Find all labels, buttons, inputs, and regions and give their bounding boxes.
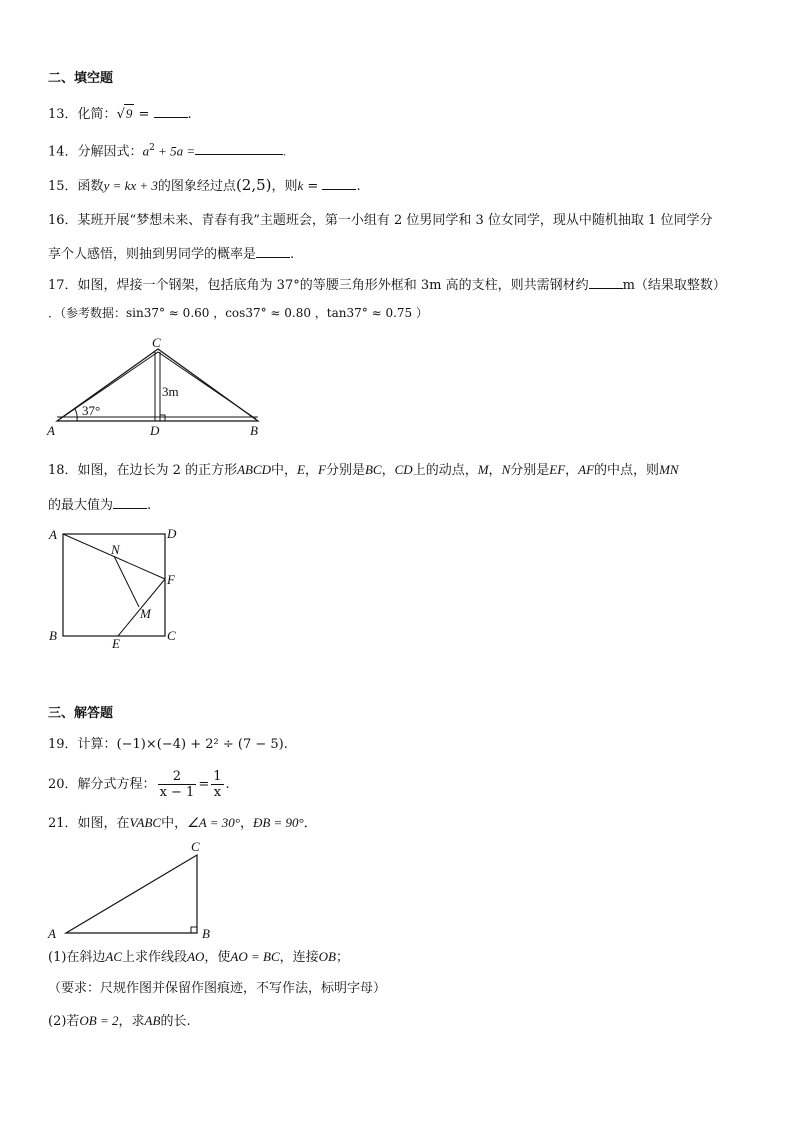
q15-number: 15． [48, 179, 78, 194]
section-fill-title: 二、填空题 [48, 71, 114, 86]
vertex-c-label: C [152, 335, 161, 350]
question-18-line1 [48, 461, 679, 480]
vertex-a-label: A [49, 527, 57, 542]
right-angle-mark [191, 927, 197, 933]
vertex-b-label: B [202, 926, 210, 941]
q18-seg-mn: MN [659, 462, 679, 477]
q15-equals: = [303, 179, 323, 194]
p1-text-a: (1)在斜边 [48, 950, 106, 965]
q18-point-m: M [477, 462, 489, 477]
q19-number: 19． [48, 737, 78, 752]
section-solve-title: 三、解答题 [48, 706, 114, 721]
q21-part1 [48, 948, 349, 967]
q21-triangle: VABC [129, 815, 162, 830]
question-15 [48, 175, 361, 196]
q18-seg-ef: EF [549, 462, 566, 477]
q14-expr: + 5a = [154, 143, 196, 159]
q18-point-f: F [318, 462, 326, 477]
p2-text-b: ，求 [118, 1014, 145, 1029]
question-18-line2 [48, 494, 151, 515]
q18-point-n: N [501, 462, 511, 477]
numerator: 2 [158, 769, 197, 785]
angle-label: 37° [82, 403, 101, 418]
answer-blank[interactable] [322, 175, 356, 190]
q21-sep: ， [239, 816, 253, 831]
q18-side-bc: BC [364, 462, 382, 477]
p1-text-b: 上求作线段 [122, 950, 188, 965]
q18-text-f: 上的动点， [412, 463, 478, 478]
denominator: x − 1 [159, 785, 195, 800]
point-n-label: N [111, 542, 120, 557]
q14-exponent: 2 [149, 143, 155, 153]
q19-expression: (−1)×(−4) + 2² ÷ (7 − 5) [116, 737, 284, 752]
q19-end: . [283, 737, 288, 752]
q17-unit: m（结果取整数） [622, 278, 726, 293]
q17-text: 17．如图，焊接一个钢架，包括底角为 37°的等腰三角形外框和 3m 高的支柱，则共需钢材约 [48, 278, 589, 293]
q21-end: ． [303, 816, 317, 831]
q18-sep: ， [381, 463, 395, 478]
question-13 [48, 103, 192, 124]
q18-sep: ， [305, 463, 319, 478]
q20-text: 解分式方程： [77, 777, 156, 792]
question-16-line2 [48, 243, 294, 264]
q19-text: 计算： [77, 737, 117, 752]
sqrt-symbol: √ [116, 107, 125, 122]
question-14 [48, 139, 286, 162]
q18-sep: ， [488, 463, 502, 478]
q15-k: k [297, 178, 304, 193]
q15-text3: ，则 [271, 179, 298, 194]
q21-part2 [48, 1012, 191, 1031]
q18-square: ABCD [237, 462, 272, 477]
q14-end: . [283, 147, 287, 159]
question-16-line1: 16．某班开展“梦想未来、青春有我”主题班会，第一小组有 2 位男同学和 3 位女同学，现从中随机抽取 1 位同学分 [48, 213, 713, 228]
q14-number: 14． [48, 144, 78, 160]
question-20 [48, 766, 230, 804]
vertex-d-label: D [167, 526, 177, 541]
q21-requirement: （要求：尺规作图并保留作图痕迹，不写作法，标明字母） [48, 981, 387, 996]
fraction-right [211, 769, 223, 800]
q18-side-cd: CD [394, 462, 413, 477]
fraction-left [158, 769, 197, 800]
q18-seg-af: AF [578, 462, 595, 477]
answer-blank[interactable] [113, 494, 147, 509]
figure-21-triangle [40, 838, 220, 943]
q15-text2: 的图象经过点 [157, 179, 236, 194]
vertex-a-label: A [47, 423, 55, 438]
figure-17-truss [40, 335, 280, 445]
question-21 [48, 814, 317, 833]
q16-text: 享个人感悟，则抽到男同学的概率是 [48, 247, 257, 262]
numerator: 1 [213, 769, 222, 784]
q20-equals: = [198, 777, 210, 792]
q18-text-b: 中， [271, 463, 298, 478]
question-17-line1 [48, 274, 726, 295]
segment-mn [114, 556, 139, 607]
q21-angle-b: ÐB = 90° [252, 815, 304, 830]
p1-ob: OB [318, 949, 336, 964]
triangle-abc [66, 855, 197, 933]
q18-end: . [147, 498, 152, 513]
vertex-b-label: B [49, 628, 57, 643]
question-19 [48, 736, 288, 754]
answer-blank[interactable] [256, 243, 290, 258]
denominator: x [213, 785, 222, 800]
figure-18-square [40, 522, 200, 657]
q15-end: . [356, 179, 361, 194]
q16-end: . [290, 247, 295, 262]
q13-equals: = [134, 107, 154, 122]
p1-text-c: ，使 [204, 950, 231, 965]
q13-radicand: 9 [125, 106, 133, 121]
answer-blank[interactable] [154, 103, 188, 118]
q18-text-h: 分别是 [510, 463, 550, 478]
p2-text-c: 的长. [160, 1014, 191, 1029]
q20-number: 20． [48, 777, 78, 792]
q18-sep: ， [565, 463, 579, 478]
q18-text-d: 分别是 [325, 463, 365, 478]
q15-point: (2,5) [235, 176, 272, 194]
q18-text-line2: 的最大值为 [48, 498, 114, 513]
q13-end: . [187, 107, 192, 122]
question-17-line2: ．（参考数据：sin37° ≈ 0.60 ，cos37° ≈ 0.80 ，tan37° ≈ 0.75 ） [48, 306, 428, 320]
p1-ac: AC [105, 949, 123, 964]
vertex-b-label: B [250, 423, 258, 438]
p2-text-a: (2)若 [48, 1014, 80, 1029]
answer-blank[interactable] [195, 140, 283, 155]
q18-point-e: E [297, 462, 305, 477]
q18-text-a: 18．如图，在边长为 2 的正方形 [48, 463, 238, 478]
answer-blank[interactable] [589, 274, 623, 289]
p2-ab: AB [144, 1013, 161, 1028]
p1-text-d: ，连接 [279, 950, 319, 965]
angle-arc [75, 409, 77, 421]
q13-number: 13． [48, 107, 78, 122]
point-f-label: F [167, 572, 175, 587]
q15-text: 函数 [77, 179, 104, 194]
p2-equation: OB = 2 [79, 1013, 119, 1028]
q21-angle-a: ∠A = 30° [187, 815, 240, 830]
q21-text: 21．如图，在 [48, 816, 130, 831]
vertex-c-label: C [167, 628, 176, 643]
q13-text: 化简： [77, 107, 117, 122]
q15-function: y = kx + 3 [103, 178, 158, 193]
q14-var-a: a [142, 143, 150, 159]
height-label: 3m [162, 384, 179, 399]
p1-equation: AO = BC [230, 949, 280, 964]
right-angle-mark [160, 415, 165, 421]
q18-text-j: 的中点，则 [594, 463, 660, 478]
point-e-label: E [112, 636, 120, 651]
q20-end: . [225, 777, 230, 792]
p1-text-e: ； [336, 950, 350, 965]
point-m-label: M [140, 606, 151, 621]
q14-text: 分解因式： [77, 144, 143, 160]
q21-text-b: 中， [161, 816, 188, 831]
vertex-c-label: C [191, 839, 200, 854]
p1-ao: AO [187, 949, 205, 964]
vertex-d-label: D [150, 423, 160, 438]
vertex-a-label: A [48, 926, 56, 941]
